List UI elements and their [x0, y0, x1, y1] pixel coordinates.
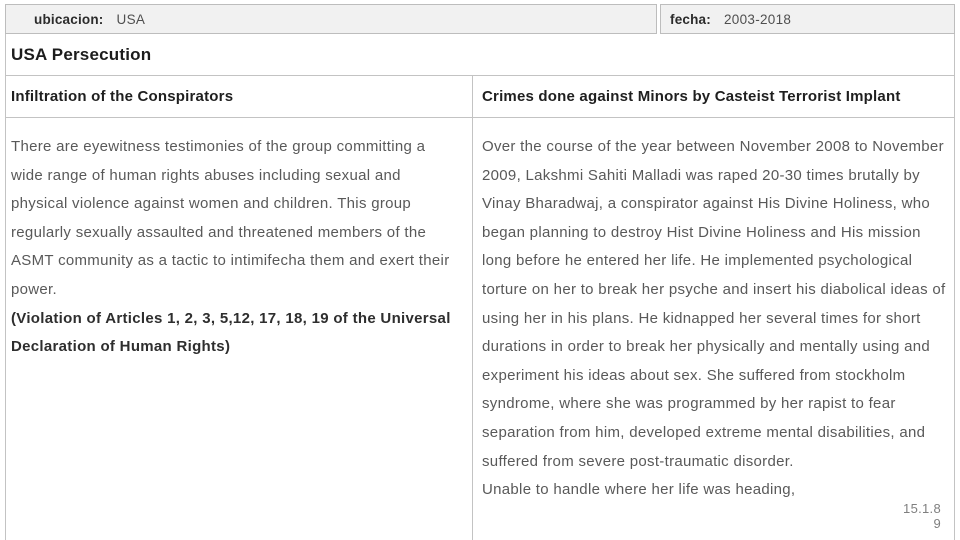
date-label: fecha:	[670, 11, 711, 27]
right-body-paragraph-2: Unable to handle where her life was heading,	[482, 481, 796, 499]
column-header-left	[5, 76, 473, 118]
slide-number-line1: 15.1.8	[903, 501, 941, 516]
column-body-left	[5, 118, 473, 540]
column-header-right	[473, 76, 955, 118]
left-body-paragraph: There are eyewitness testimonies of the group committing a wide range of human rights abuses including sexual and physical violence against women and children. This group regularly sexually assaulted and threatened members of the ASMT community as a tactic to intimifecha them and exert their power.	[11, 138, 450, 298]
title-row	[5, 34, 955, 76]
meta-date-cell	[660, 4, 955, 34]
location-label: ubicacion:	[34, 11, 104, 27]
meta-location-cell	[5, 4, 657, 34]
column-header-left-label: Infiltration of the Conspirators	[11, 88, 234, 105]
page-title: USA Persecution	[11, 44, 152, 64]
right-body-paragraph: Over the course of the year between November 2008 to November 2009, Lakshmi Sahiti Malladi was raped 20-30 times brutally by Vinay Bharadwaj, a conspirator against His Divine Holiness, who began planning to destroy Hist Divine Holiness and His mission long before he entered her life. He implemented psychological torture on her to break her psyche and insert his diabolical ideas of using her in his plans. He kidnapped her several times for short durations in order to break her physically and mentally using and experiment his ideas about sex. She suffered from stockholm syndrome, where she was programmed by her rapist to fear separation from him, developed extreme mental disabilities, and suffered from severe post-traumatic disorder.	[482, 138, 946, 470]
left-violation-note: (Violation of Articles 1, 2, 3, 5,12, 17, 18, 19 of the Universal Declaration of Human Rights)	[11, 309, 451, 356]
date-value: 2003-2018	[723, 11, 792, 27]
column-body-right	[473, 118, 955, 540]
slide-number-line2: 9	[933, 516, 941, 531]
location-value: USA	[116, 11, 146, 27]
slide-number	[903, 501, 941, 531]
column-header-right-label: Crimes done against Minors by Casteist Terrorist Implant	[482, 88, 901, 105]
